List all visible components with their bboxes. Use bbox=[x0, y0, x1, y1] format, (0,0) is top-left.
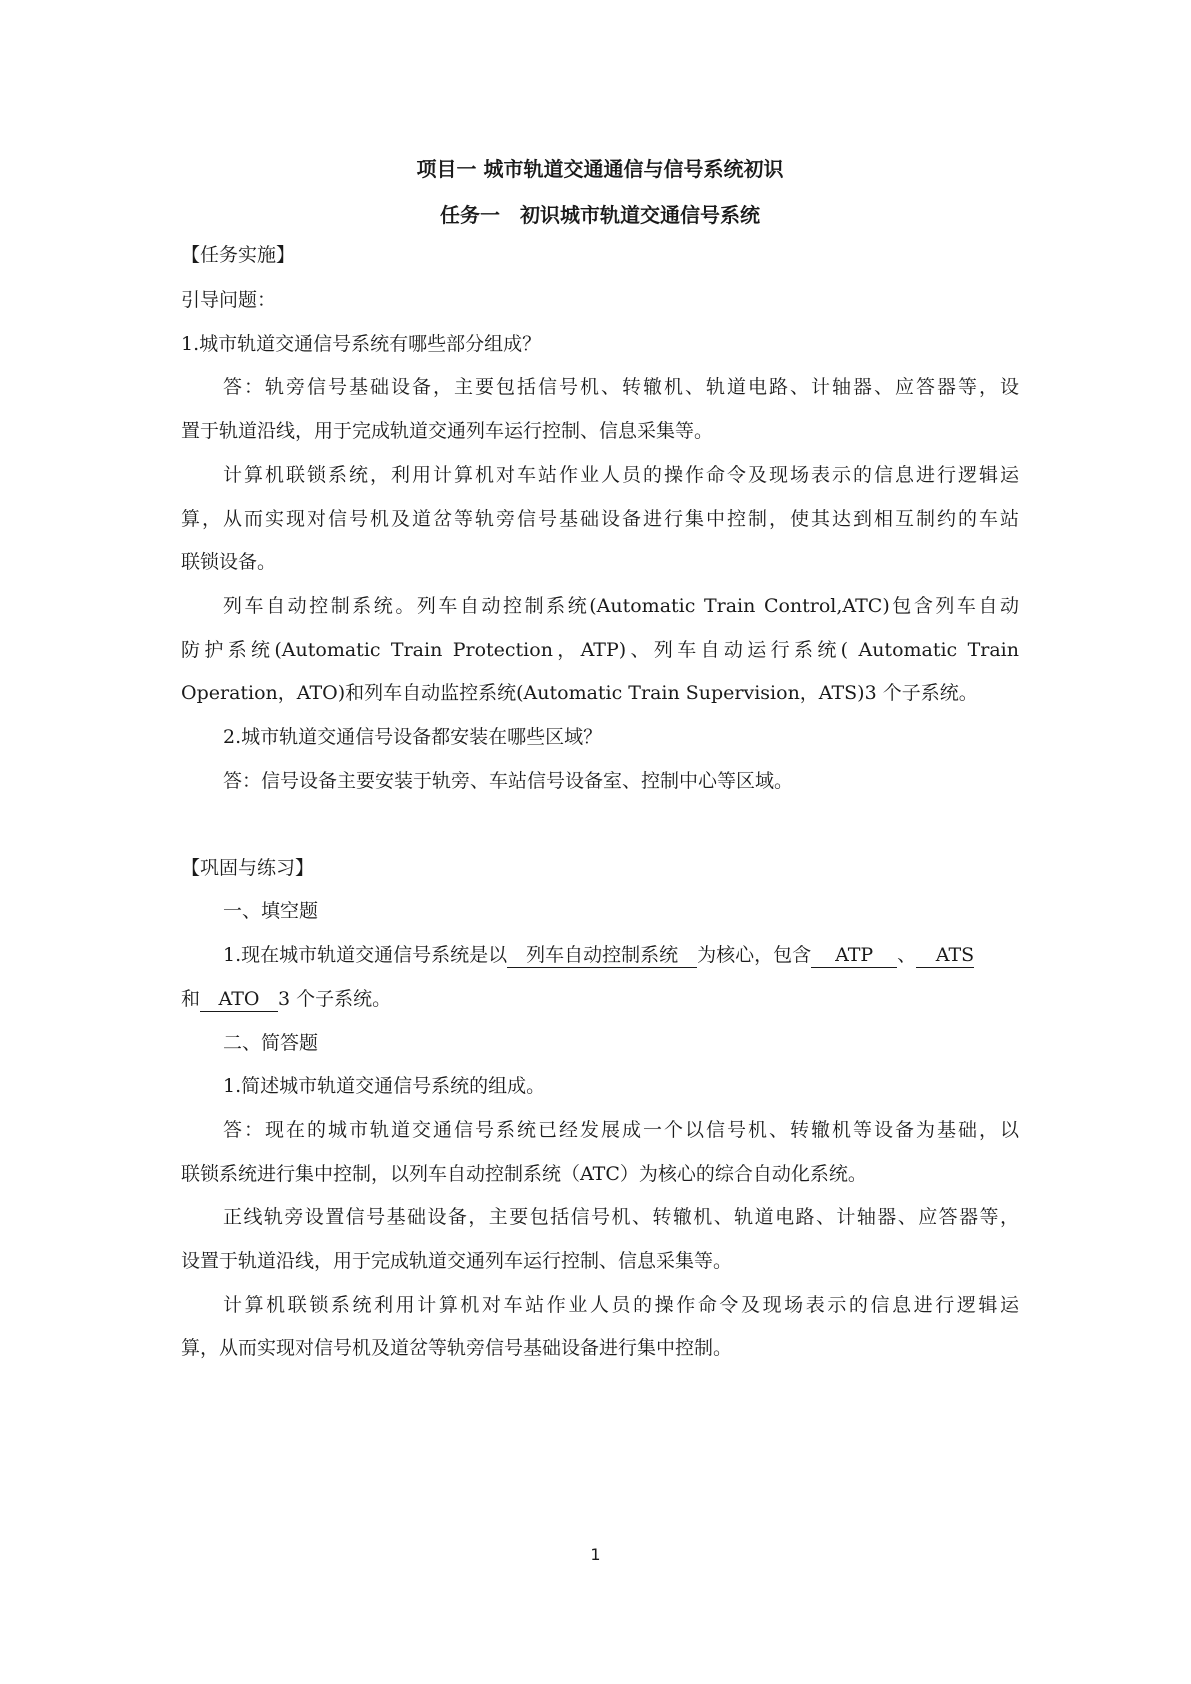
fill-in-blank-2: ATP bbox=[811, 943, 897, 968]
short-answer-paragraph-3-line-1: 计算机联锁系统利用计算机对车站作业人员的操作命令及现场表示的信息进行逻辑运 bbox=[223, 1294, 1019, 1316]
guide-label: 引导问题： bbox=[181, 289, 277, 311]
fill-in-question-1 bbox=[181, 941, 1019, 969]
section-heading-task: 【任务实施】 bbox=[181, 244, 296, 266]
short-answer-paragraph-2-line-2: 设置于轨道沿线，用于完成轨道交通列车运行控制、信息采集等。 bbox=[181, 1250, 733, 1272]
fill-in-blank-4: ATO bbox=[200, 987, 278, 1012]
fill-in-question-1-prefix: 1.现在城市轨道交通信号系统是以 bbox=[223, 944, 508, 966]
fill-in-heading: 一、填空题 bbox=[223, 900, 319, 922]
fill-in-question-1-and: 和 bbox=[181, 988, 201, 1010]
short-answer-paragraph-2-line-1: 正线轨旁设置信号基础设备，主要包括信号机、转辙机、轨道电路、计轴器、应答器等， bbox=[223, 1206, 1019, 1228]
answer-1-paragraph-1-line-2: 置于轨道沿线，用于完成轨道交通列车运行控制、信息采集等。 bbox=[181, 420, 714, 442]
answer-1-paragraph-1-line-1: 答：轨旁信号基础设备，主要包括信号机、转辙机、轨道电路、计轴器、应答器等，设 bbox=[223, 376, 1019, 398]
short-answer-paragraph-3-line-2: 算，从而实现对信号机及道岔等轨旁信号基础设备进行集中控制。 bbox=[181, 1337, 733, 1359]
answer-2: 答：信号设备主要安装于轨旁、车站信号设备室、控制中心等区域。 bbox=[223, 770, 794, 792]
fill-in-question-1-middle: 为核心，包含 bbox=[697, 944, 812, 966]
answer-1-paragraph-3-line-2: 防护系统(Automatic Train Protection，ATP)、列车自动运行系统( Automatic Train bbox=[181, 639, 1019, 661]
answer-1-paragraph-2-line-1: 计算机联锁系统，利用计算机对车站作业人员的操作命令及现场表示的信息进行逻辑运 bbox=[223, 464, 1019, 486]
fill-in-blank-1: 列车自动控制系统 bbox=[507, 943, 697, 968]
fill-in-separator: 、 bbox=[897, 944, 917, 966]
task-title: 任务一 初识城市轨道交通信号系统 bbox=[440, 203, 760, 227]
page-number: 1 bbox=[590, 1545, 601, 1564]
short-answer-paragraph-1-line-1: 答：现在的城市轨道交通信号系统已经发展成一个以信号机、转辙机等设备为基础，以 bbox=[223, 1119, 1019, 1141]
answer-1-paragraph-3-line-3: Operation，ATO)和列车自动监控系统(Automatic Train Supervision，ATS)3 个子系统。 bbox=[181, 682, 978, 704]
short-answer-heading: 二、简答题 bbox=[223, 1032, 319, 1054]
short-answer-paragraph-1-line-2: 联锁系统进行集中控制，以列车自动控制系统（ATC）为核心的综合自动化系统。 bbox=[181, 1163, 867, 1185]
fill-in-question-1-continuation bbox=[181, 985, 1019, 1013]
answer-1-paragraph-2-line-2: 算，从而实现对信号机及道岔等轨旁信号基础设备进行集中控制，使其达到相互制约的车站 bbox=[181, 508, 1019, 530]
short-answer-question-1: 1.简述城市轨道交通信号系统的组成。 bbox=[223, 1075, 546, 1097]
fill-in-question-1-suffix: 3 个子系统。 bbox=[278, 988, 392, 1010]
project-title: 项目一 城市轨道交通通信与信号系统初识 bbox=[416, 157, 784, 181]
section-heading-practice: 【巩固与练习】 bbox=[181, 857, 315, 879]
question-1: 1.城市轨道交通信号系统有哪些部分组成？ bbox=[181, 333, 542, 355]
question-2: 2.城市轨道交通信号设备都安装在哪些区域？ bbox=[223, 726, 603, 748]
answer-1-paragraph-3-line-1: 列车自动控制系统。列车自动控制系统(Automatic Train Control,ATC)包含列车自动 bbox=[223, 595, 1019, 617]
answer-1-paragraph-2-line-3: 联锁设备。 bbox=[181, 551, 277, 573]
fill-in-blank-3: ATS bbox=[916, 943, 974, 968]
